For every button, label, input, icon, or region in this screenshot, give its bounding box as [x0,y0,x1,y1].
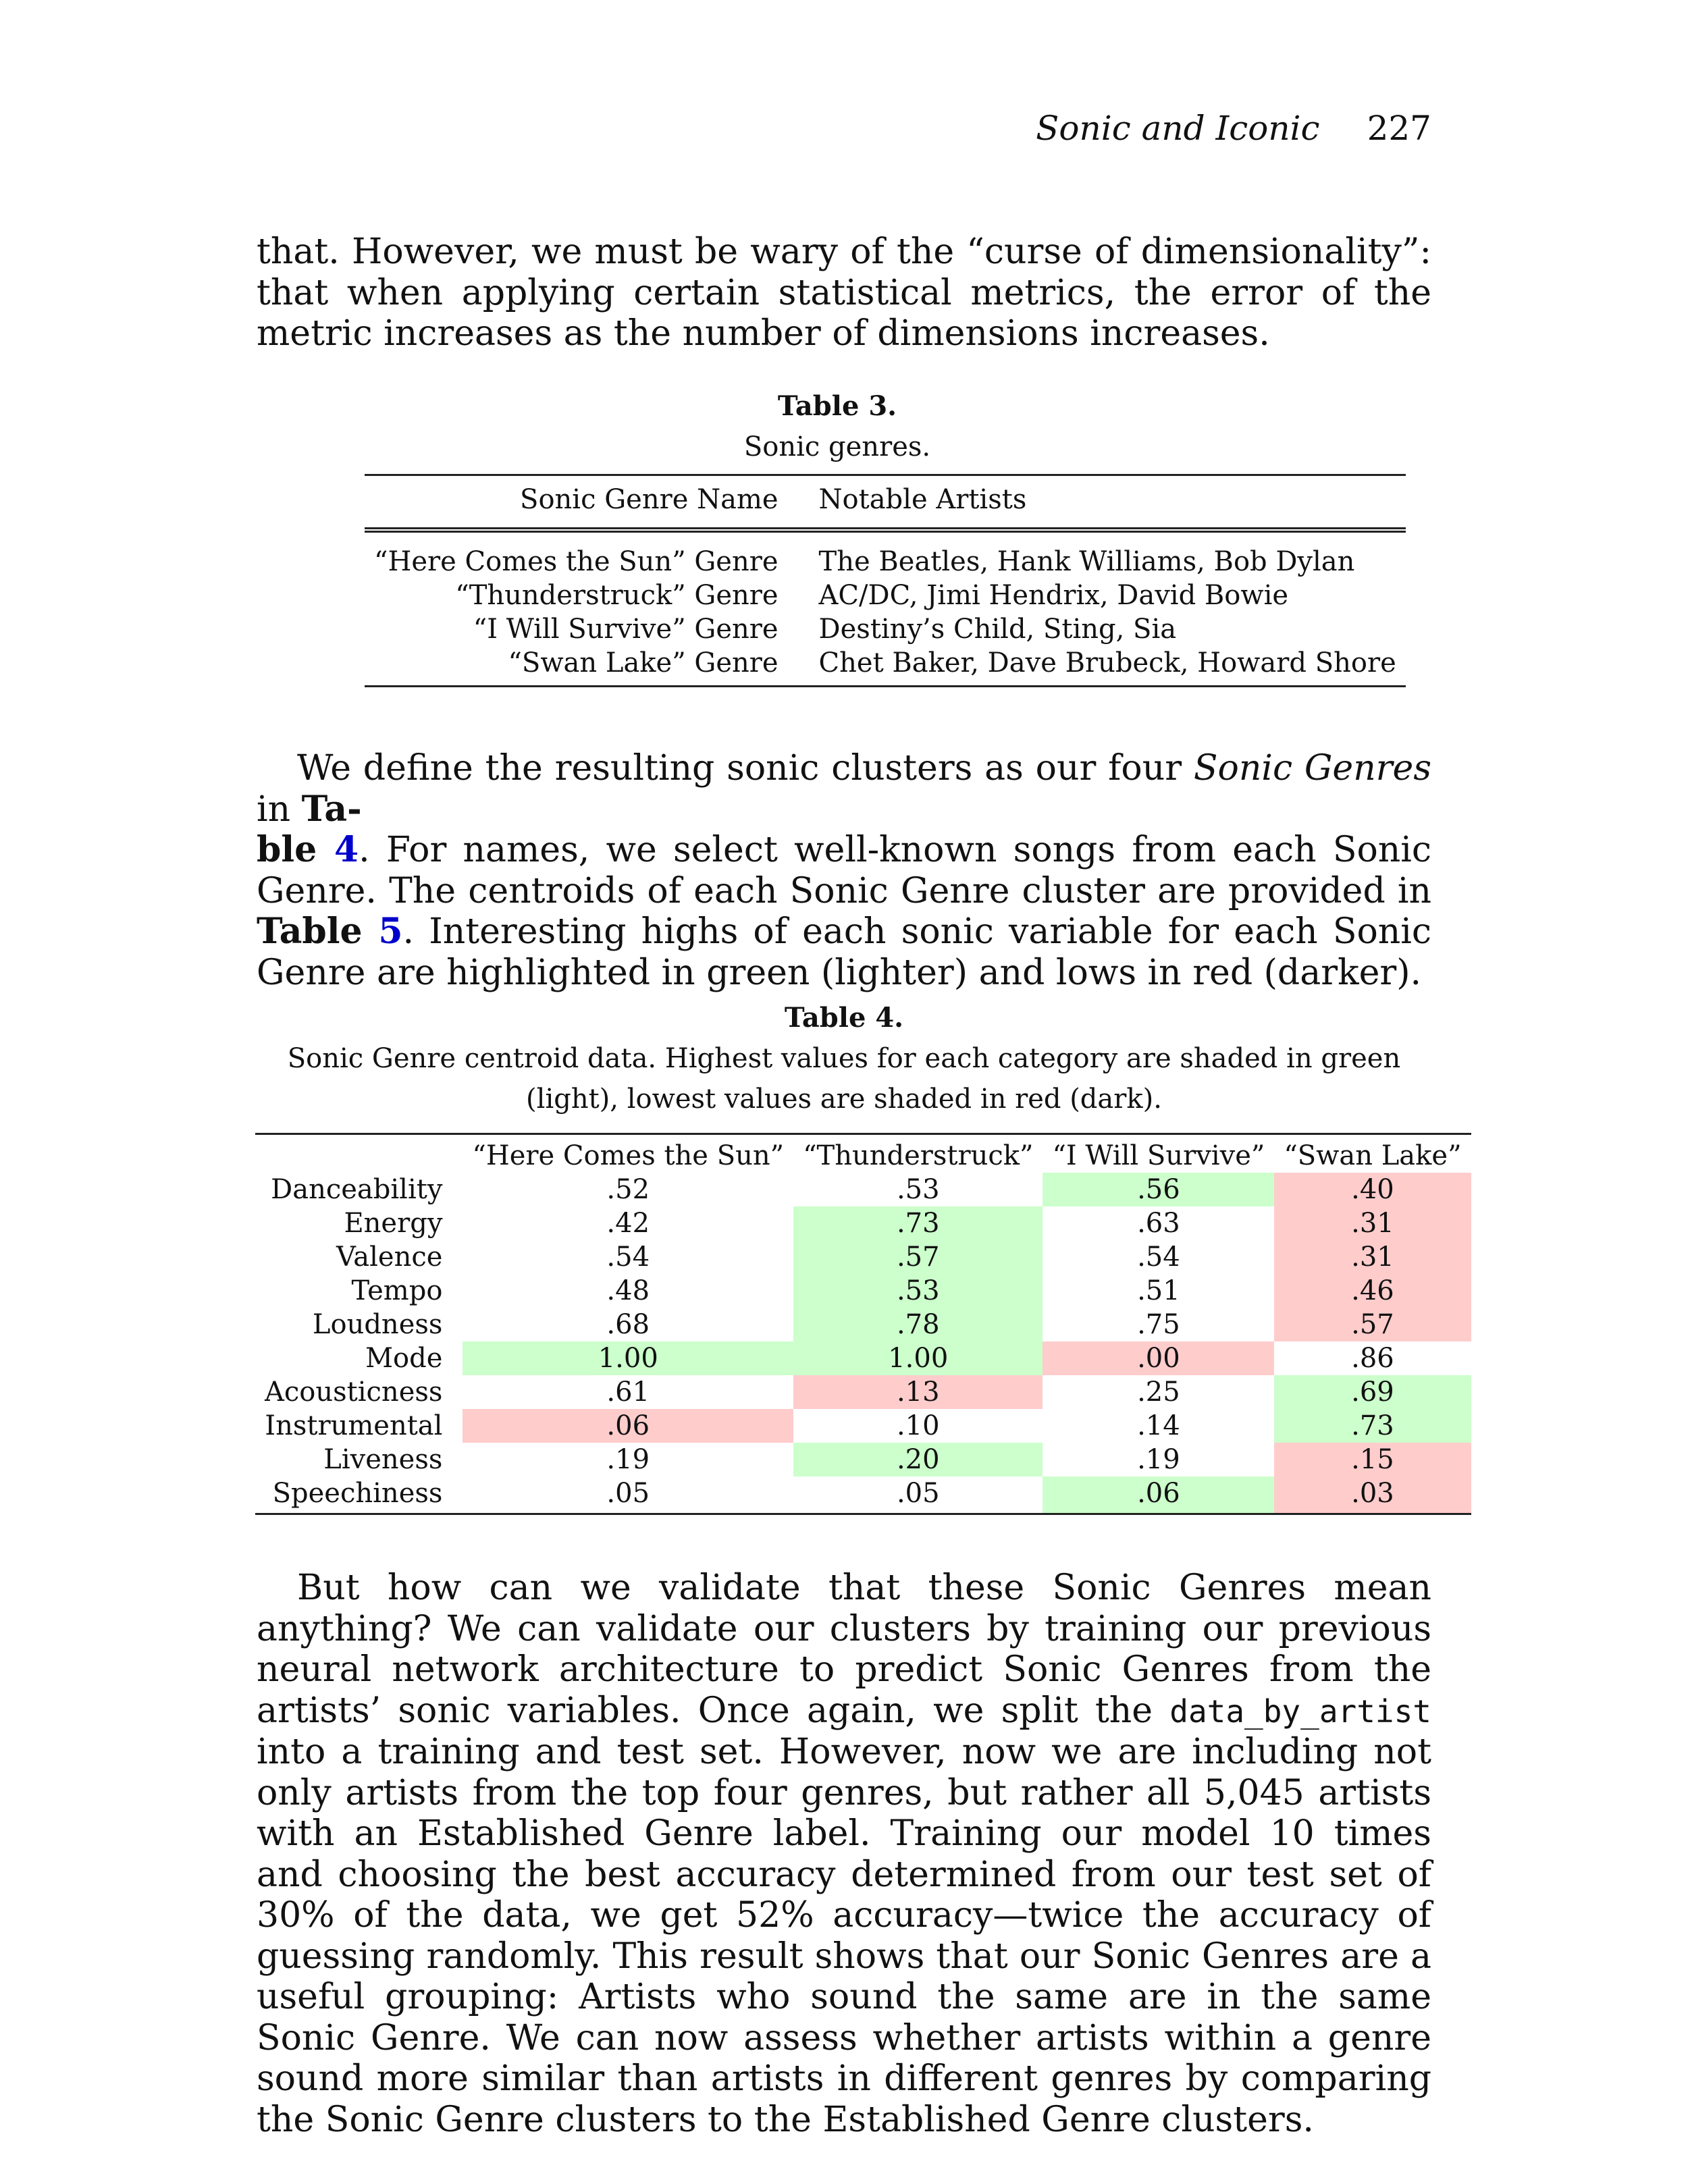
table4-caption-text: Sonic Genre centroid data. Highest values for each category are shaded in green (light), lowest values are shaded in red (dark). [287,1043,1401,1115]
value-cell: .51 [1137,1275,1180,1306]
value-cell-high: .20 [793,1443,1043,1476]
running-title: Sonic and Iconic [1036,109,1320,148]
row-label: Instrumental [265,1410,443,1441]
paragraph-validation [257,1568,1431,2140]
ref-text: ble [257,829,334,870]
value-cell-high: .73 [793,1206,1043,1240]
value-cell-low: .46 [1274,1274,1471,1308]
row-label: Tempo [351,1275,443,1306]
table-row [255,1476,1471,1514]
table3-sonic-genres [365,474,1406,687]
text-run: . Interesting highs of each sonic variable for each Sonic Genre are highlighted in green (lighter) and lows in red (darker). [257,911,1431,993]
value-cell-high: .78 [793,1308,1043,1341]
row-label: Mode [365,1343,443,1374]
table3-label: Table 3. [777,390,897,422]
column-header [255,1134,463,1173]
value-cell-low: .03 [1274,1476,1471,1514]
value-cell-low: .15 [1274,1443,1471,1476]
value-cell: .61 [606,1377,650,1408]
text-run: But how can we validate that these Sonic Genres mean anything? We can validate our clusters by training our previous neural network architecture to predict Sonic Genres from the artists’ sonic variables. Once again, we split the [257,1568,1431,1731]
table4-label: Table 4. [784,1002,904,1034]
text-run: We define the resulting sonic clusters as our four [297,748,1194,789]
value-cell-low: .00 [1043,1341,1274,1375]
table-row [255,1375,1471,1409]
text-run: in [257,789,302,830]
table-row [255,1206,1471,1240]
ref-link[interactable]: 4 [334,829,359,870]
table-row [365,579,1406,612]
row-label: Energy [344,1208,443,1239]
value-cell-low: .31 [1274,1240,1471,1274]
value-cell: .05 [896,1478,940,1509]
value-cell: .63 [1137,1208,1180,1239]
table-row [365,530,1406,579]
artists-cell: AC/DC, Jimi Hendrix, David Bowie [818,580,1289,611]
table-row [255,1308,1471,1341]
row-label: Loudness [312,1309,443,1340]
ref-text: Ta- [301,788,362,830]
value-cell: .10 [896,1410,940,1441]
artists-cell: Destiny’s Child, Sting, Sia [818,614,1177,645]
value-cell: .14 [1137,1410,1180,1441]
column-header: Notable Artists [818,484,1027,515]
row-label: Acousticness [265,1377,443,1408]
table-row [255,1274,1471,1308]
paragraph-intro: that. However, we must be wary of the “curse of dimensionality”: that when applying certain statistical metrics, the error of the metric increases as the number of dimensions increases. [257,232,1431,354]
value-cell: .54 [1137,1242,1180,1273]
value-cell: .75 [1137,1309,1180,1340]
value-cell: .19 [606,1444,650,1475]
value-cell: .52 [606,1174,650,1205]
row-label: Danceability [271,1174,443,1205]
column-header: “Here Comes the Sun” [472,1140,785,1171]
emphasis-text: Sonic Genres [1193,748,1432,789]
table3-caption [365,386,1310,467]
value-cell: .05 [606,1478,650,1509]
table-row [255,1341,1471,1375]
text-run: into a training and test set. However, now we are including not only artists from the top four genres, but rather all 5,045 artists with an Established Genre label. Training our model 10 times and choosing the best accuracy determined from our test set of 30% of the data, we get 52% accuracy—twice the accuracy of guessing randomly. This result shows that our Sonic Genres are a useful grouping: Artists who sound the same are in the same Sonic Genre. We can now assess whether artists within a genre sound more similar than artists in different genres by comparing the Sonic Genre clusters to the Established Genre clusters. [257,1732,1431,2140]
value-cell-low: .13 [793,1375,1043,1409]
row-label: Valence [336,1242,443,1273]
running-head [257,108,1431,149]
table-row [255,1173,1471,1206]
table4-caption [257,998,1431,1119]
artists-cell: Chet Baker, Dave Brubeck, Howard Shore [818,647,1396,678]
row-label: Speechiness [272,1478,443,1509]
ref-link[interactable]: 5 [378,911,403,952]
table-row [255,1240,1471,1274]
value-cell-low: .57 [1274,1308,1471,1341]
value-cell-high: .57 [793,1240,1043,1274]
table-row [255,1443,1471,1476]
value-cell-high: .53 [793,1274,1043,1308]
value-cell-high: .06 [1043,1476,1274,1514]
value-cell: .68 [606,1309,650,1340]
column-header: Sonic Genre Name [520,484,779,515]
genre-name-cell: “Swan Lake” Genre [508,647,779,678]
value-cell-low: .31 [1274,1206,1471,1240]
code-identifier: data_by_artist [1169,1693,1431,1730]
ref-text: Table [257,911,379,952]
page-number: 227 [1367,109,1431,148]
value-cell: .19 [1137,1444,1180,1475]
value-cell-low: .06 [463,1409,793,1443]
column-header: “Swan Lake” [1284,1140,1462,1171]
text-run: . For names, we select well-known songs from each Sonic Genre. The centroids of each Sonic Genre cluster are provided in [257,830,1431,911]
value-cell: .86 [1351,1343,1394,1374]
paragraph-sonic-genres [257,748,1431,993]
value-cell-high: .69 [1274,1375,1471,1409]
column-header: “I Will Survive” [1052,1140,1265,1171]
genre-name-cell: “Here Comes the Sun” Genre [374,546,779,577]
value-cell-high: 1.00 [463,1341,793,1375]
genre-name-cell: “I Will Survive” Genre [473,614,779,645]
value-cell: .53 [896,1174,940,1205]
table5-reference[interactable] [257,911,403,952]
table-header-row [255,1134,1471,1173]
value-cell: .54 [606,1242,650,1273]
value-cell: .42 [606,1208,650,1239]
table-header-row [365,475,1406,531]
value-cell-high: .73 [1274,1409,1471,1443]
table4-centroid-data [255,1133,1471,1515]
genre-name-cell: “Thunderstruck” Genre [455,580,779,611]
value-cell-high: .56 [1043,1173,1274,1206]
table-row [365,646,1406,687]
table-row [365,612,1406,646]
value-cell-high: 1.00 [793,1341,1043,1375]
table-row [255,1409,1471,1443]
row-label: Liveness [323,1444,443,1475]
column-header: “Thunderstruck” [803,1140,1034,1171]
artists-cell: The Beatles, Hank Williams, Bob Dylan [818,546,1355,577]
table3-caption-text: Sonic genres. [743,431,931,462]
value-cell: .25 [1137,1377,1180,1408]
value-cell-low: .40 [1274,1173,1471,1206]
value-cell: .48 [606,1275,650,1306]
